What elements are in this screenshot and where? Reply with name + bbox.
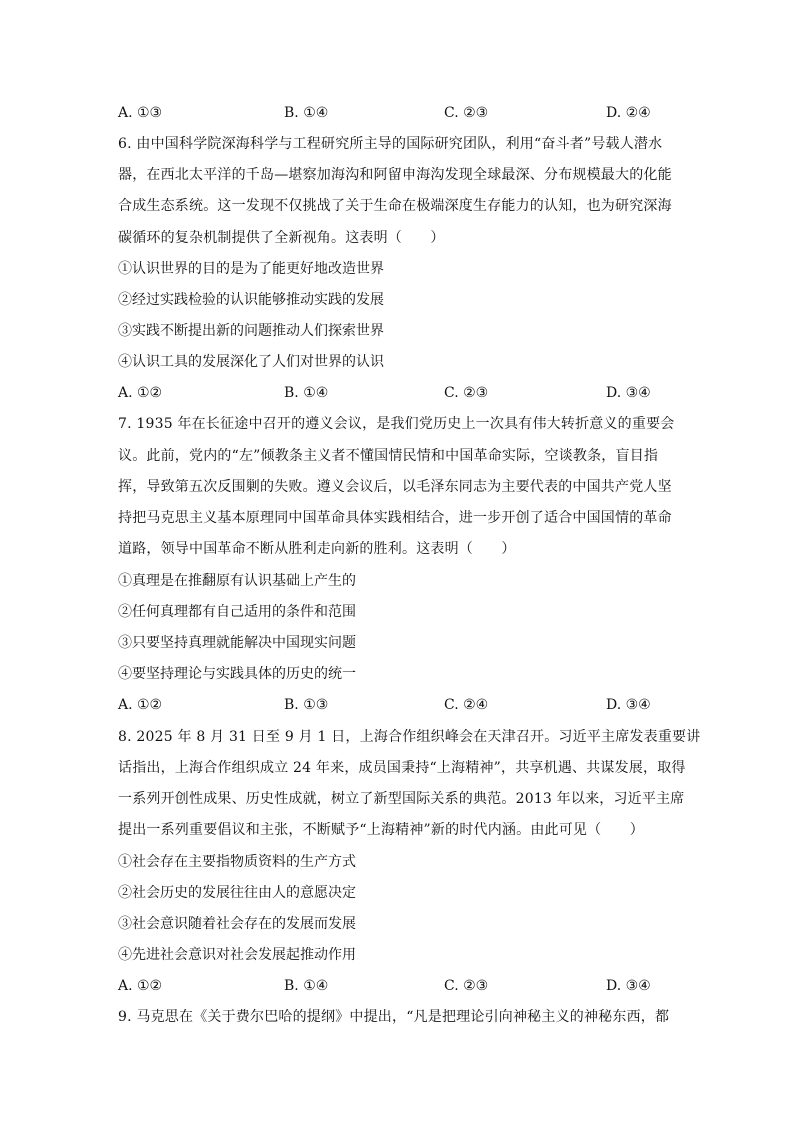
option-d[interactable]: D. ②④: [606, 105, 651, 121]
option-d[interactable]: D. ③④: [606, 385, 651, 401]
q6-statement-1: ①认识世界的目的是为了能更好地改造世界: [118, 261, 384, 277]
option-d[interactable]: D. ③④: [606, 697, 651, 713]
q6-stem-line: 合成生态系统。这一发现不仅挑战了关于生命在极端深度生存能力的认知，也为研究深海: [118, 198, 672, 214]
q7-stem-line: 挥，导致第五次反围剿的失败。遵义会议后，以毛泽东同志为主要代表的中国共产党人坚: [118, 479, 672, 495]
q6-stem-line: 器，在西北太平洋的千岛—堪察加海沟和阿留申海沟发现全球最深、分布规模最大的化能: [118, 167, 672, 183]
q7-stem-line: 持把马克思主义基本原理同中国革命具体实践相结合，进一步开创了适合中国国情的革命: [118, 510, 672, 526]
option-b[interactable]: B. ①④: [284, 978, 329, 994]
option-a[interactable]: A. ①②: [118, 385, 163, 401]
q8-stem-line: 8. 2025 年 8 月 31 日至 9 月 1 日，上海合作组织峰会在天津召开。习近平主席发表重要讲: [118, 729, 701, 745]
q7-stem-line: 议。此前，党内的“左”倾教条主义者不懂国情民情和中国革命实际，空谈教条，盲目指: [118, 448, 659, 464]
q7-statement-2: ②任何真理都有自己适用的条件和范围: [118, 604, 356, 620]
q7-statement-3: ③只要坚持真理就能解决中国现实问题: [118, 635, 356, 651]
q6-options: [118, 383, 678, 403]
q6-stem-line: 碳循环的复杂机制提供了全新视角。这表明（ ）: [118, 230, 445, 246]
q7-stem-line: 道路，领导中国革命不断从胜利走向新的胜利。这表明（ ）: [118, 541, 516, 557]
q8-statement-4: ④先进社会意识对社会发展起推动作用: [118, 947, 356, 963]
q8-statement-2: ②社会历史的发展往往由人的意愿决定: [118, 885, 356, 901]
option-b[interactable]: B. ①④: [284, 105, 329, 121]
q7-options: [118, 695, 678, 715]
option-a[interactable]: A. ①②: [118, 978, 163, 994]
q8-statement-3: ③社会意识随着社会存在的发展而发展: [118, 916, 356, 932]
q8-statement-1: ①社会存在主要指物质资料的生产方式: [118, 854, 356, 870]
q5-options: [118, 103, 678, 123]
option-b[interactable]: B. ①③: [284, 697, 329, 713]
q7-statement-1: ①真理是在推翻原有认识基础上产生的: [118, 573, 356, 589]
q8-stem-line: 话指出，上海合作组织成立 24 年来，成员国秉持“上海精神”，共享机遇、共谋发展，取得: [118, 760, 686, 776]
q7-statement-4: ④要坚持理论与实践具体的历史的统一: [118, 666, 356, 682]
option-c[interactable]: C. ②③: [444, 105, 489, 121]
option-b[interactable]: B. ①④: [284, 385, 329, 401]
option-d[interactable]: D. ③④: [606, 978, 651, 994]
option-a[interactable]: A. ①③: [118, 105, 163, 121]
q6-statement-2: ②经过实践检验的认识能够推动实践的发展: [118, 292, 384, 308]
option-c[interactable]: C. ②③: [444, 385, 489, 401]
q8-stem-line: 一系列开创性成果、历史性成就，树立了新型国际关系的典范。2013 年以来，习近平主席: [118, 791, 685, 807]
option-c[interactable]: C. ②④: [444, 697, 489, 713]
option-c[interactable]: C. ②③: [444, 978, 489, 994]
q6-stem-line: 6. 由中国科学院深海科学与工程研究所主导的国际研究团队，利用“奋斗者”号载人潜水: [118, 136, 663, 152]
q8-stem-line: 提出一系列重要倡议和主张，不断赋予“上海精神”新的时代内涵。由此可见（ ）: [118, 822, 644, 838]
option-a[interactable]: A. ①②: [118, 697, 163, 713]
q8-options: [118, 976, 678, 996]
q6-statement-3: ③实践不断提出新的问题推动人们探索世界: [118, 323, 384, 339]
q6-statement-4: ④认识工具的发展深化了人们对世界的认识: [118, 354, 384, 370]
q9-stem-line: 9. 马克思在《关于费尔巴哈的提纲》中提出，“凡是把理论引向神秘主义的神秘东西，都: [118, 1009, 670, 1025]
q7-stem-line: 7. 1935 年在长征途中召开的遵义会议，是我们党历史上一次具有伟大转折意义的重要会: [118, 416, 675, 432]
